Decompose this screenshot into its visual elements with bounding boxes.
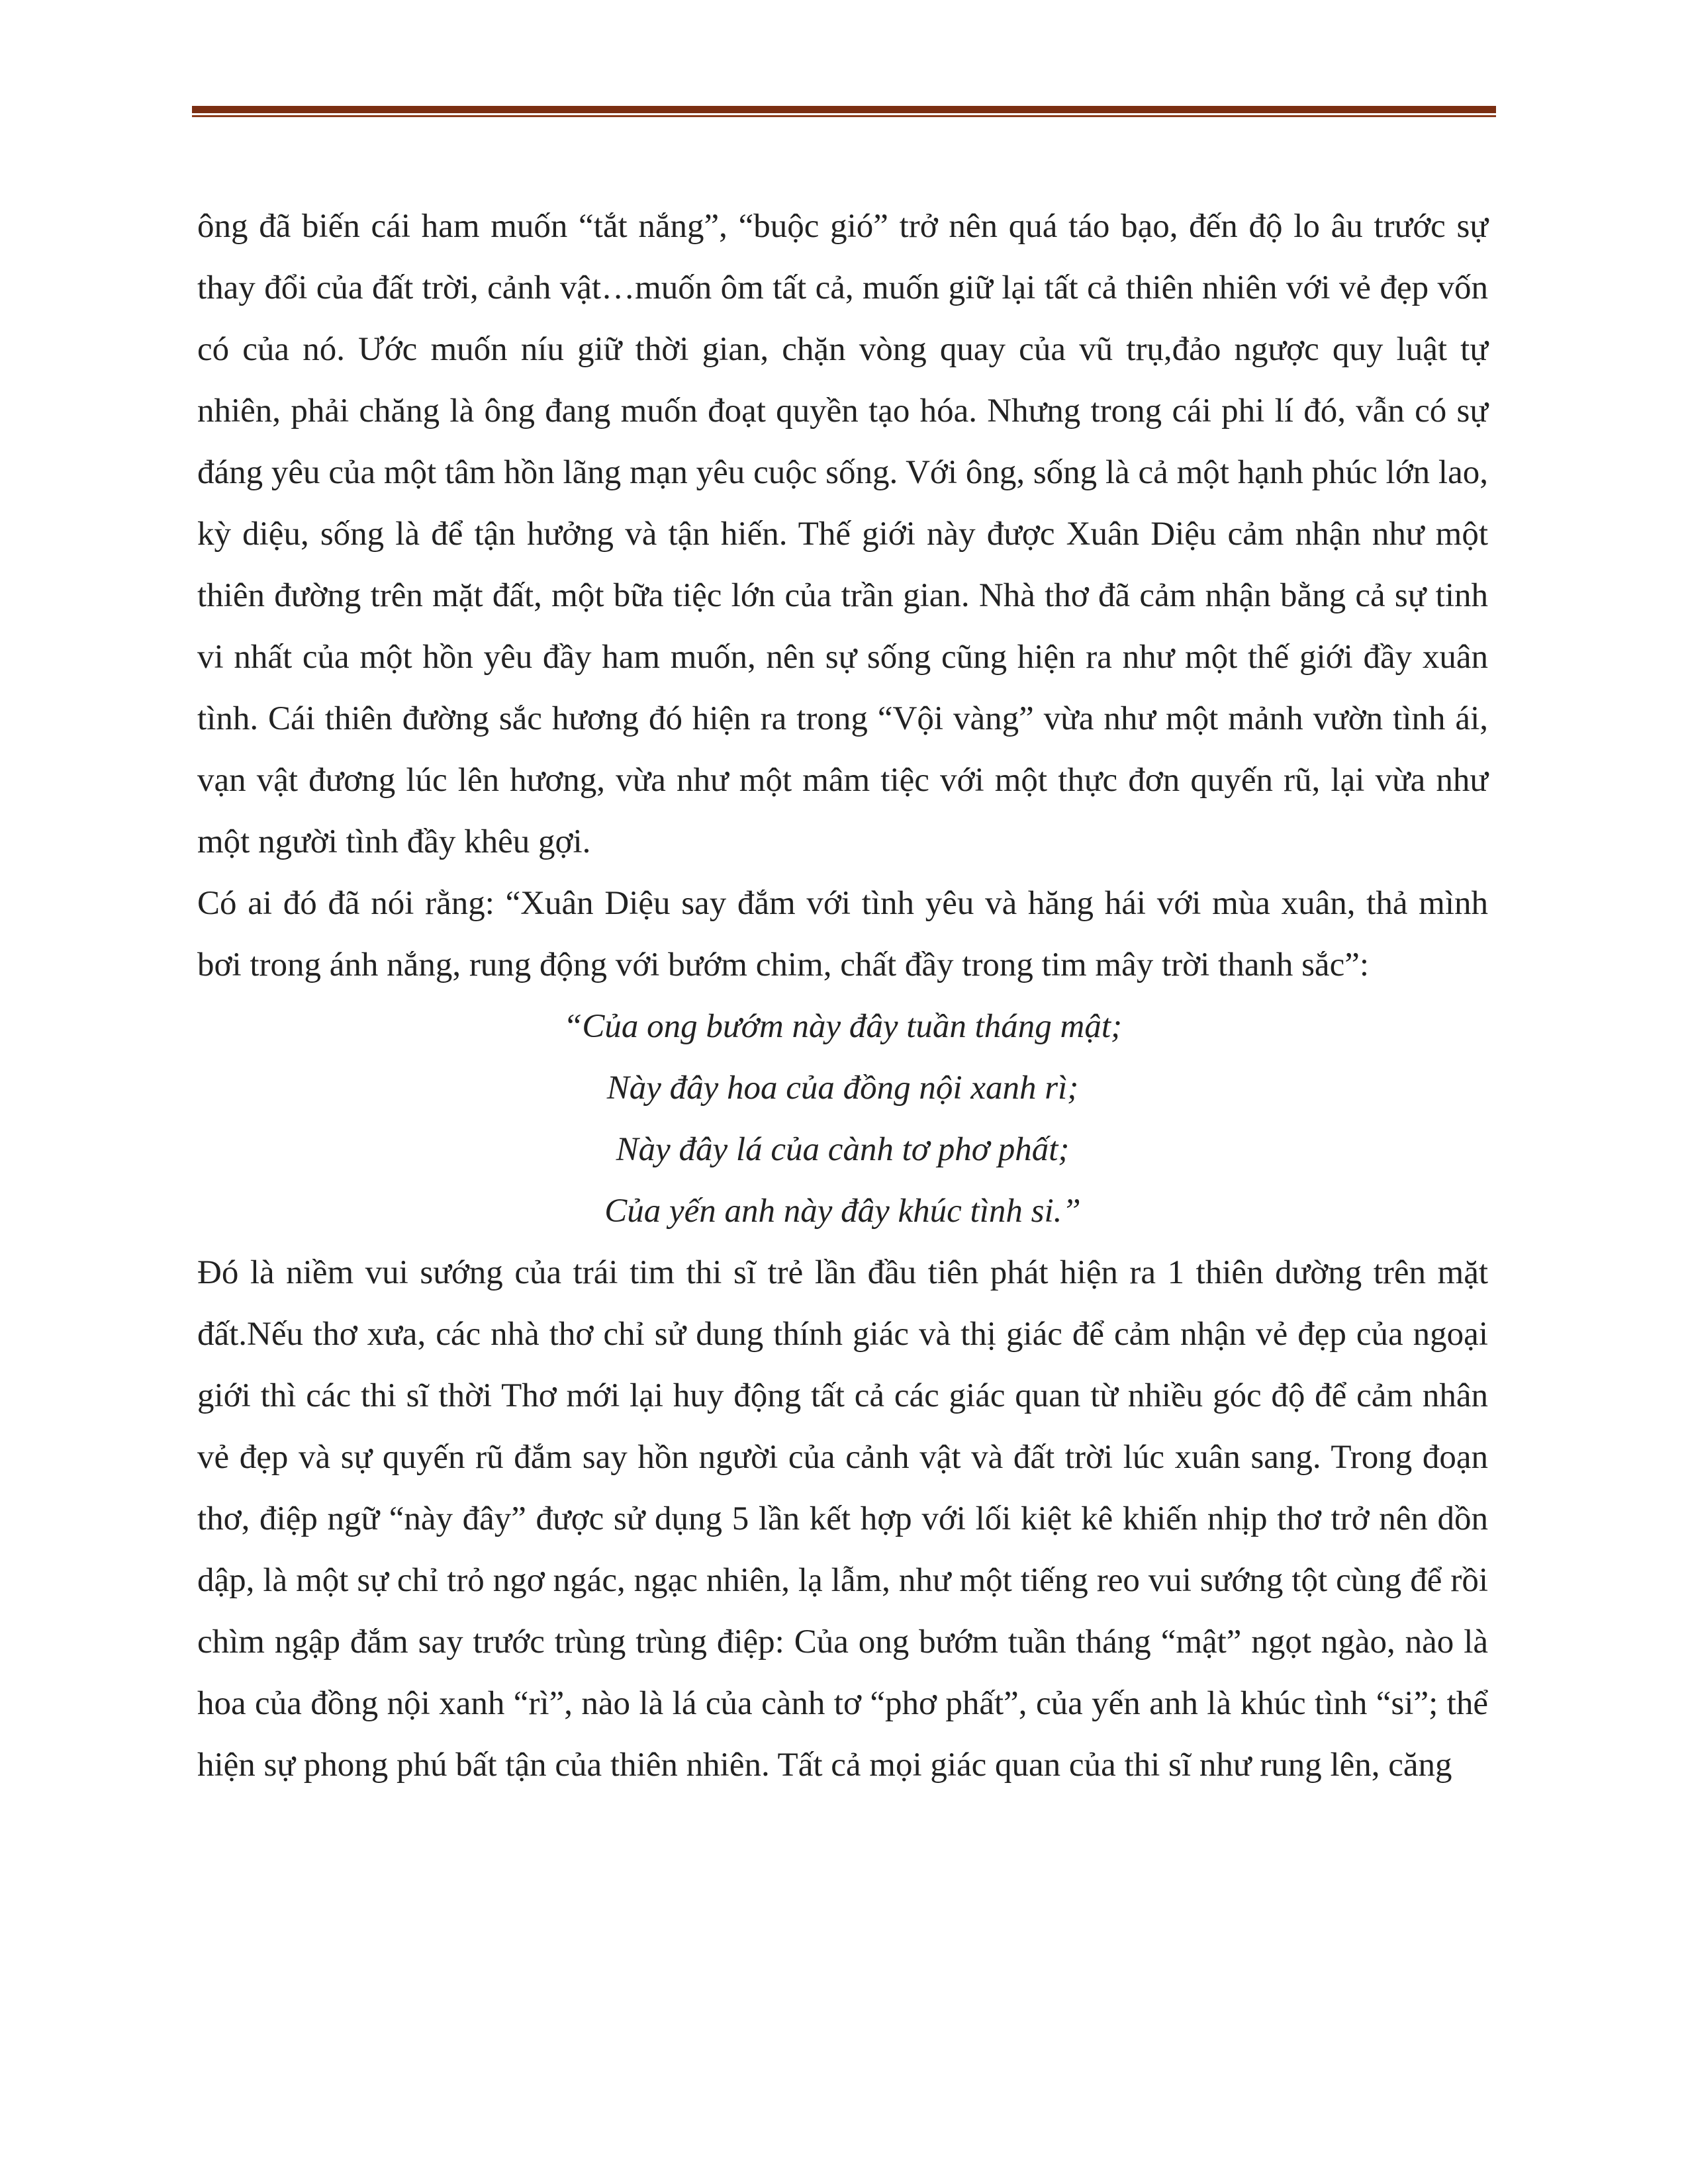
header-rule-thin-line [192, 115, 1496, 117]
poem-line: “Của ong bướm này đây tuần tháng mật; [563, 1008, 1123, 1045]
header-rule-thick-line [192, 106, 1496, 113]
paragraph-intro: ông đã biến cái ham muốn “tắt nắng”, “buộc gió” trở nên quá táo bạo, đến độ lo âu trước sự thay đổi của đất trời, cảnh vật…muốn ôm tất cả, muốn giữ lại tất cả thiên nhiên với vẻ đẹp vốn có của nó. Ước muốn níu giữ thời gian, chặn vòng quay của vũ trụ,đảo ngược quy luật tự nhiên, phải chăng là ông đang muốn đoạt quyền tạo hóa. Nhưng trong cái phi lí đó, vẫn có sự đáng yêu của một tâm hồn lãng mạn yêu cuộc sống. Với ông, sống là cả một hạnh phúc lớn lao, kỳ diệu, sống là để tận hưởng và tận hiến. Thế giới này được Xuân Diệu cảm nhận như một thiên đường trên mặt đất, một bữa tiệc lớn của trần gian. Nhà thơ đã cảm nhận bằng cả sự tinh vi nhất của một hồn yêu đầy ham muốn, nên sự sống cũng hiện ra như một thế giới đầy xuân tình. Cái thiên đường sắc hương đó hiện ra trong “Vội vàng” vừa như một mảnh vườn tình ái, vạn vật đương lúc lên hương, vừa như một mâm tiệc với một thực đơn quyến rũ, lại vừa như một người tình đầy khêu gợi. [197, 208, 1488, 860]
poem-line: Này đây lá của cành tơ phơ phất; [616, 1131, 1070, 1168]
paragraph-analysis: Đó là niềm vui sướng của trái tim thi sĩ trẻ lần đầu tiên phát hiện ra 1 thiên dường trên mặt đất.Nếu thơ xưa, các nhà thơ chỉ sử dung thính giác và thị giác để cảm nhận vẻ đẹp của ngoại giới thì các thi sĩ thời Thơ mới lại huy động tất cả các giác quan từ nhiều góc độ để cảm nhân vẻ đẹp và sự quyến rũ đắm say hồn người của cảnh vật và đất trời lúc xuân sang. Trong đoạn thơ, điệp ngữ “này đây” được sử dụng 5 lần kết hợp với lối kiệt kê khiến nhịp thơ trở nên dồn dập, là một sự chỉ trỏ ngơ ngác, ngạc nhiên, lạ lẫm, như một tiếng reo vui sướng tột cùng để rồi chìm ngập đắm say trước trùng trùng điệp: Của ong bướm tuần tháng “mật” ngọt ngào, nào là hoa của đồng nội xanh “rì”, nào là lá của cành tơ “phơ phất”, của yến anh là khúc tình “si”; thể hiện sự phong phú bất tận của thiên nhiên. Tất cả mọi giác quan của thi sĩ như rung lên, căng [197, 1254, 1488, 1784]
poem-line: Của yến anh này đây khúc tình si.” [604, 1193, 1081, 1230]
header-rule [192, 106, 1496, 118]
poem-line: Này đây hoa của đồng nội xanh rì; [606, 1069, 1079, 1107]
document-body [197, 196, 1488, 1796]
poem-excerpt [197, 996, 1488, 1242]
paragraph-quote-lead: Có ai đó đã nói rằng: “Xuân Diệu say đắm với tình yêu và hăng hái với mùa xuân, thả mình bơi trong ánh nắng, rung động với bướm chim, chất đầy trong tim mây trời thanh sắc”: [197, 885, 1488, 983]
